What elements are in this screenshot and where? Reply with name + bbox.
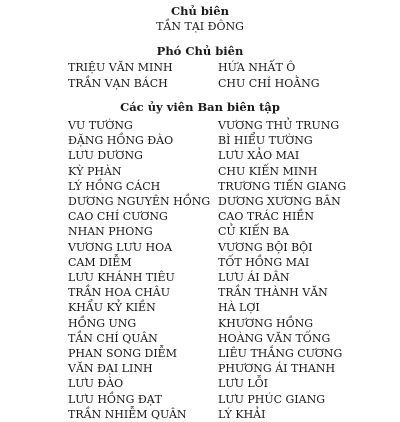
board-member-name: BÌ HIỂU TƯỜNG bbox=[218, 134, 313, 148]
board-member-name: KHƯƠNG HỒNG bbox=[218, 316, 314, 330]
board-member-name: KỲ PHÀN bbox=[68, 164, 122, 178]
deputy-editor-name: TRẦN VẠN BÁCH bbox=[68, 77, 168, 90]
board-member-name: TRẦN HOA CHÂU bbox=[68, 286, 170, 300]
deputy-editors-list bbox=[68, 60, 368, 92]
board-member-name: ĐẶNG HỒNG ĐÀO bbox=[68, 134, 174, 148]
board-member-name: CAO TRÁC HIỀN bbox=[218, 210, 314, 224]
chief-editor-heading: Chủ biên bbox=[171, 4, 229, 18]
deputy-editor-name: TRIỆU VĂN MINH bbox=[68, 61, 173, 74]
board-member-name: CỦ KIẾN BA bbox=[218, 225, 289, 239]
chief-editor-name: TẦN TẠI ĐÔNG bbox=[156, 20, 244, 33]
board-member-name: TRẦN NHIỄM QUÂN bbox=[68, 407, 187, 421]
board-member-name: KHẨU KỶ KIỀN bbox=[68, 301, 156, 315]
board-member-name: LƯU ÁI DÂN bbox=[218, 271, 290, 285]
board-member-name: TRẦN THÀNH VĂN bbox=[218, 286, 328, 300]
deputy-editor-name: CHU CHÍ HOẰNG bbox=[218, 77, 320, 90]
board-member-name: LÝ HỒNG CÁCH bbox=[68, 179, 161, 193]
board-member-name: LƯU ĐÀO bbox=[68, 377, 124, 391]
board-member-name: LƯU PHÚC GIANG bbox=[218, 392, 326, 406]
board-member-name: TẦN CHÍ QUÂN bbox=[68, 331, 158, 345]
board-member-name: VĂN ĐẠI LINH bbox=[68, 362, 153, 376]
board-member-name: HÀ LỢI bbox=[218, 301, 260, 315]
board-member-name: DƯƠNG NGUYÊN HỒNG bbox=[68, 195, 211, 209]
board-member-name: VU TƯỜNG bbox=[68, 119, 133, 132]
board-member-name: DƯƠNG XƯƠNG BÂN bbox=[218, 195, 341, 209]
board-member-name: LÝ KHẢI bbox=[218, 407, 266, 421]
board-member-name: PHAN SONG DIỄM bbox=[68, 347, 177, 361]
board-members-heading: Các ủy viên Ban biên tập bbox=[120, 100, 280, 114]
board-member-name: NHAN PHONG bbox=[68, 225, 153, 239]
board-member-name: LIÊU THẮNG CƯƠNG bbox=[218, 347, 343, 361]
board-member-name: VƯƠNG THỦ TRUNG bbox=[218, 119, 340, 132]
board-member-name: TRƯƠNG TIẾN GIANG bbox=[218, 179, 347, 193]
board-member-name: HOÀNG VĂN TỐNG bbox=[218, 331, 331, 345]
board-member-name: CAO CHÍ CƯƠNG bbox=[68, 210, 168, 224]
board-member-name: CAM DIỄM bbox=[68, 255, 132, 269]
board-member-name: LƯU KHÁNH TIÊU bbox=[68, 271, 175, 285]
board-member-name: VƯƠNG LƯU HOA bbox=[68, 240, 173, 254]
board-member-name: TỐT HỒNG MAI bbox=[218, 255, 310, 269]
deputy-editor-name: HỨA NHẤT Ô bbox=[218, 61, 296, 74]
board-member-name: LƯU DƯƠNG bbox=[68, 149, 143, 163]
board-member-name: LƯU LỖI bbox=[218, 377, 269, 391]
deputy-editors-heading: Phó Chủ biên bbox=[156, 44, 244, 58]
board-member-name: PHƯƠNG ÁI THANH bbox=[218, 362, 336, 376]
board-members-list bbox=[68, 118, 368, 422]
board-member-name: LƯU XẢO MAI bbox=[218, 149, 300, 163]
board-member-name: LƯU HỒNG ĐẠT bbox=[68, 392, 163, 406]
board-member-name: HỒNG UNG bbox=[68, 316, 137, 330]
board-member-name: VƯƠNG BỘI BỘI bbox=[218, 240, 313, 254]
board-member-name: CHU KIẾN MINH bbox=[218, 164, 318, 178]
